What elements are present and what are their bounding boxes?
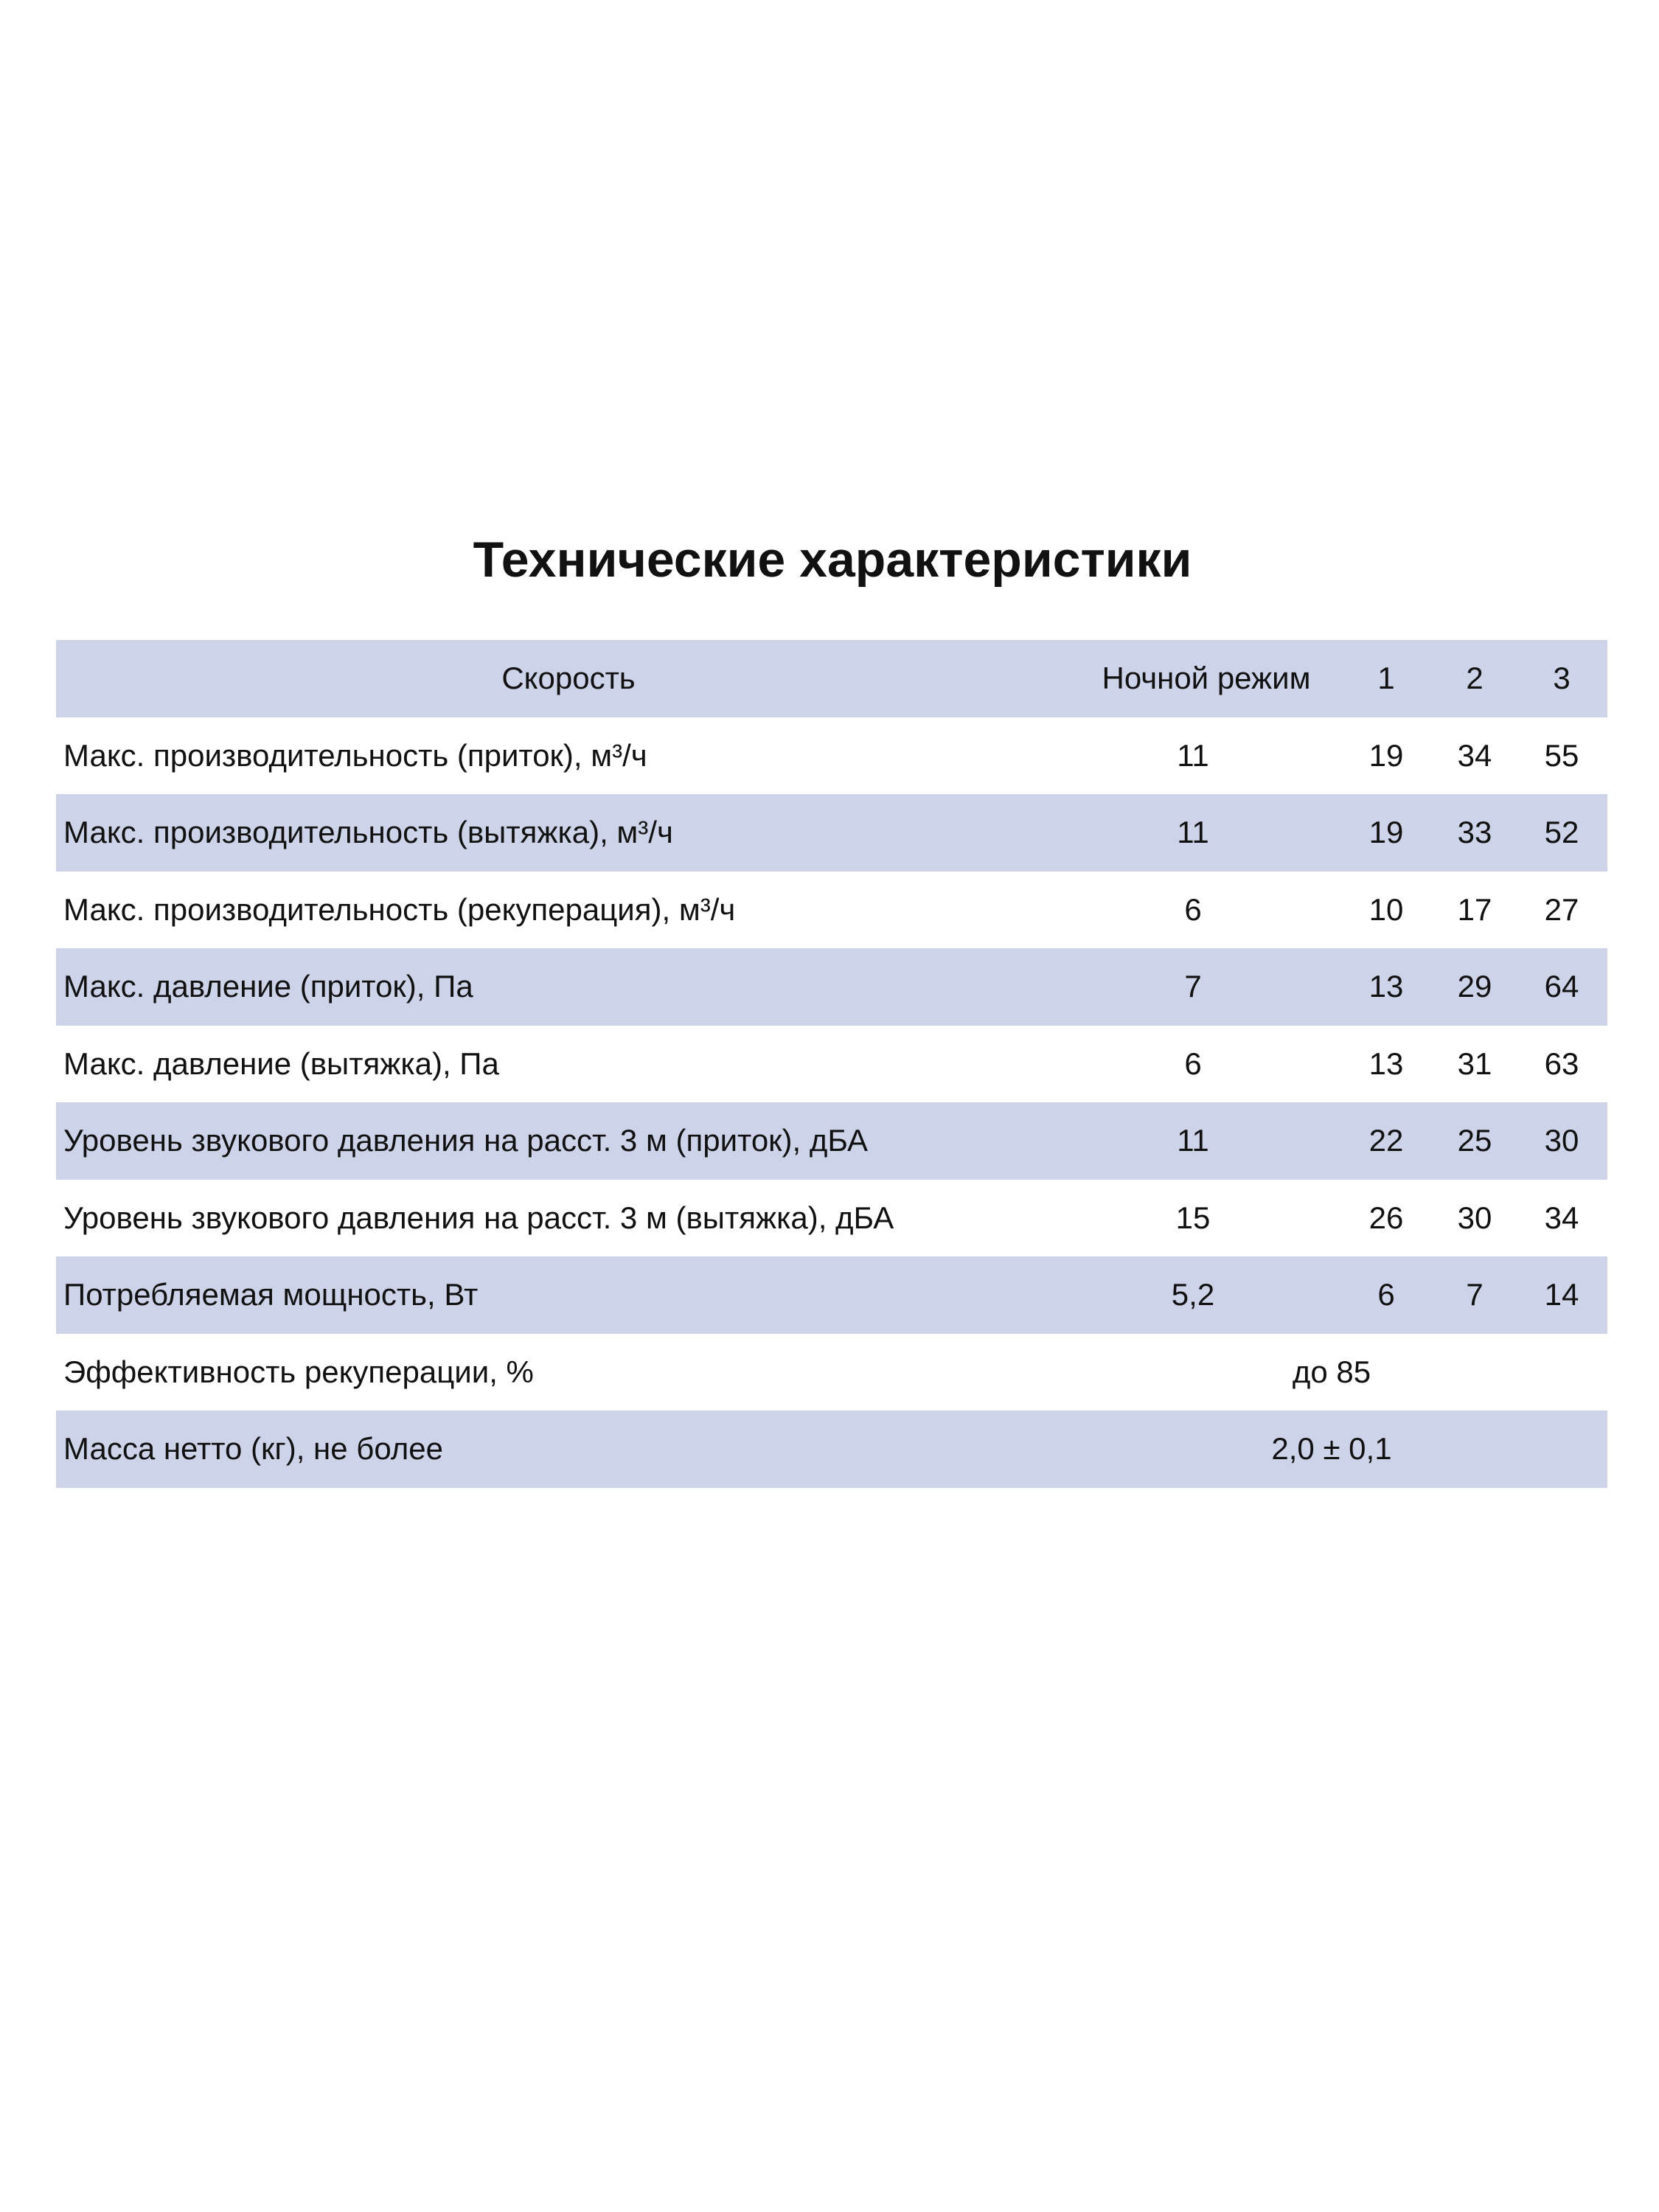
header-speed-3: 3 [1553,661,1571,695]
table-header [56,640,1607,717]
row-label: Уровень звукового давления на расст. 3 м (приток), дБА [63,1123,869,1158]
row-value: 30 [1457,1200,1492,1235]
row-merged-value: до 85 [1292,1354,1371,1389]
table-row [56,1180,1607,1257]
row-value: 7 [1466,1277,1484,1312]
table-row [56,948,1607,1026]
row-value: 6 [1184,1046,1202,1081]
row-value: 34 [1457,737,1492,773]
table-row [56,1334,1607,1411]
row-value: 15 [1175,1200,1211,1235]
row-label: Макс. производительность (вытяжка), м³/ч [63,815,673,849]
row-value: 30 [1544,1123,1579,1158]
row-value: 6 [1184,891,1202,927]
row-label: Уровень звукового давления на расст. 3 м (вытяжка), дБА [63,1200,894,1235]
header-night-mode: Ночной режим [1102,661,1311,695]
row-label: Макс. производительность (рекуперация), м³/ч [63,891,736,927]
header-speed: Скорость [501,661,636,695]
row-value: 64 [1544,969,1579,1004]
row-value: 34 [1544,1200,1579,1235]
table-row [56,872,1607,949]
page-title: Технические характеристики [473,532,1192,588]
header-speed-2: 2 [1466,661,1484,695]
specs-table [56,640,1607,1488]
row-label: Масса нетто (кг), не более [63,1431,443,1466]
row-value: 11 [1177,737,1209,773]
row-value: 7 [1184,969,1202,1004]
table-row [56,1102,1607,1180]
row-label: Потребляемая мощность, Вт [63,1277,479,1312]
row-value: 29 [1457,969,1492,1004]
row-value: 52 [1544,815,1579,849]
row-value: 11 [1177,815,1209,849]
row-merged-value: 2,0 ± 0,1 [1271,1431,1392,1466]
row-value: 63 [1544,1046,1579,1081]
row-value: 13 [1368,1046,1404,1081]
row-value: 55 [1544,737,1579,773]
row-value: 10 [1368,891,1404,927]
table-row [56,1026,1607,1103]
row-value: 11 [1177,1123,1209,1158]
row-label: Макс. давление (приток), Па [63,969,473,1004]
row-value: 25 [1457,1123,1492,1158]
row-value: 14 [1544,1277,1579,1312]
row-value: 26 [1368,1200,1404,1235]
table-row [56,717,1607,795]
row-value: 5,2 [1171,1277,1215,1312]
header-speed-1: 1 [1377,661,1395,695]
table-row [56,794,1607,872]
row-value: 13 [1368,969,1404,1004]
row-value: 27 [1544,891,1579,927]
table-row [56,1256,1607,1334]
row-value: 19 [1368,737,1404,773]
table-row [56,1411,1607,1488]
row-label: Эффективность рекуперации, % [63,1354,534,1389]
row-value: 31 [1457,1046,1492,1081]
row-value: 17 [1457,891,1492,927]
row-value: 22 [1368,1123,1404,1158]
row-value: 6 [1377,1277,1395,1312]
row-label: Макс. давление (вытяжка), Па [63,1046,499,1081]
row-value: 19 [1368,815,1404,849]
row-label: Макс. производительность (приток), м³/ч [63,737,647,773]
row-value: 33 [1457,815,1492,849]
